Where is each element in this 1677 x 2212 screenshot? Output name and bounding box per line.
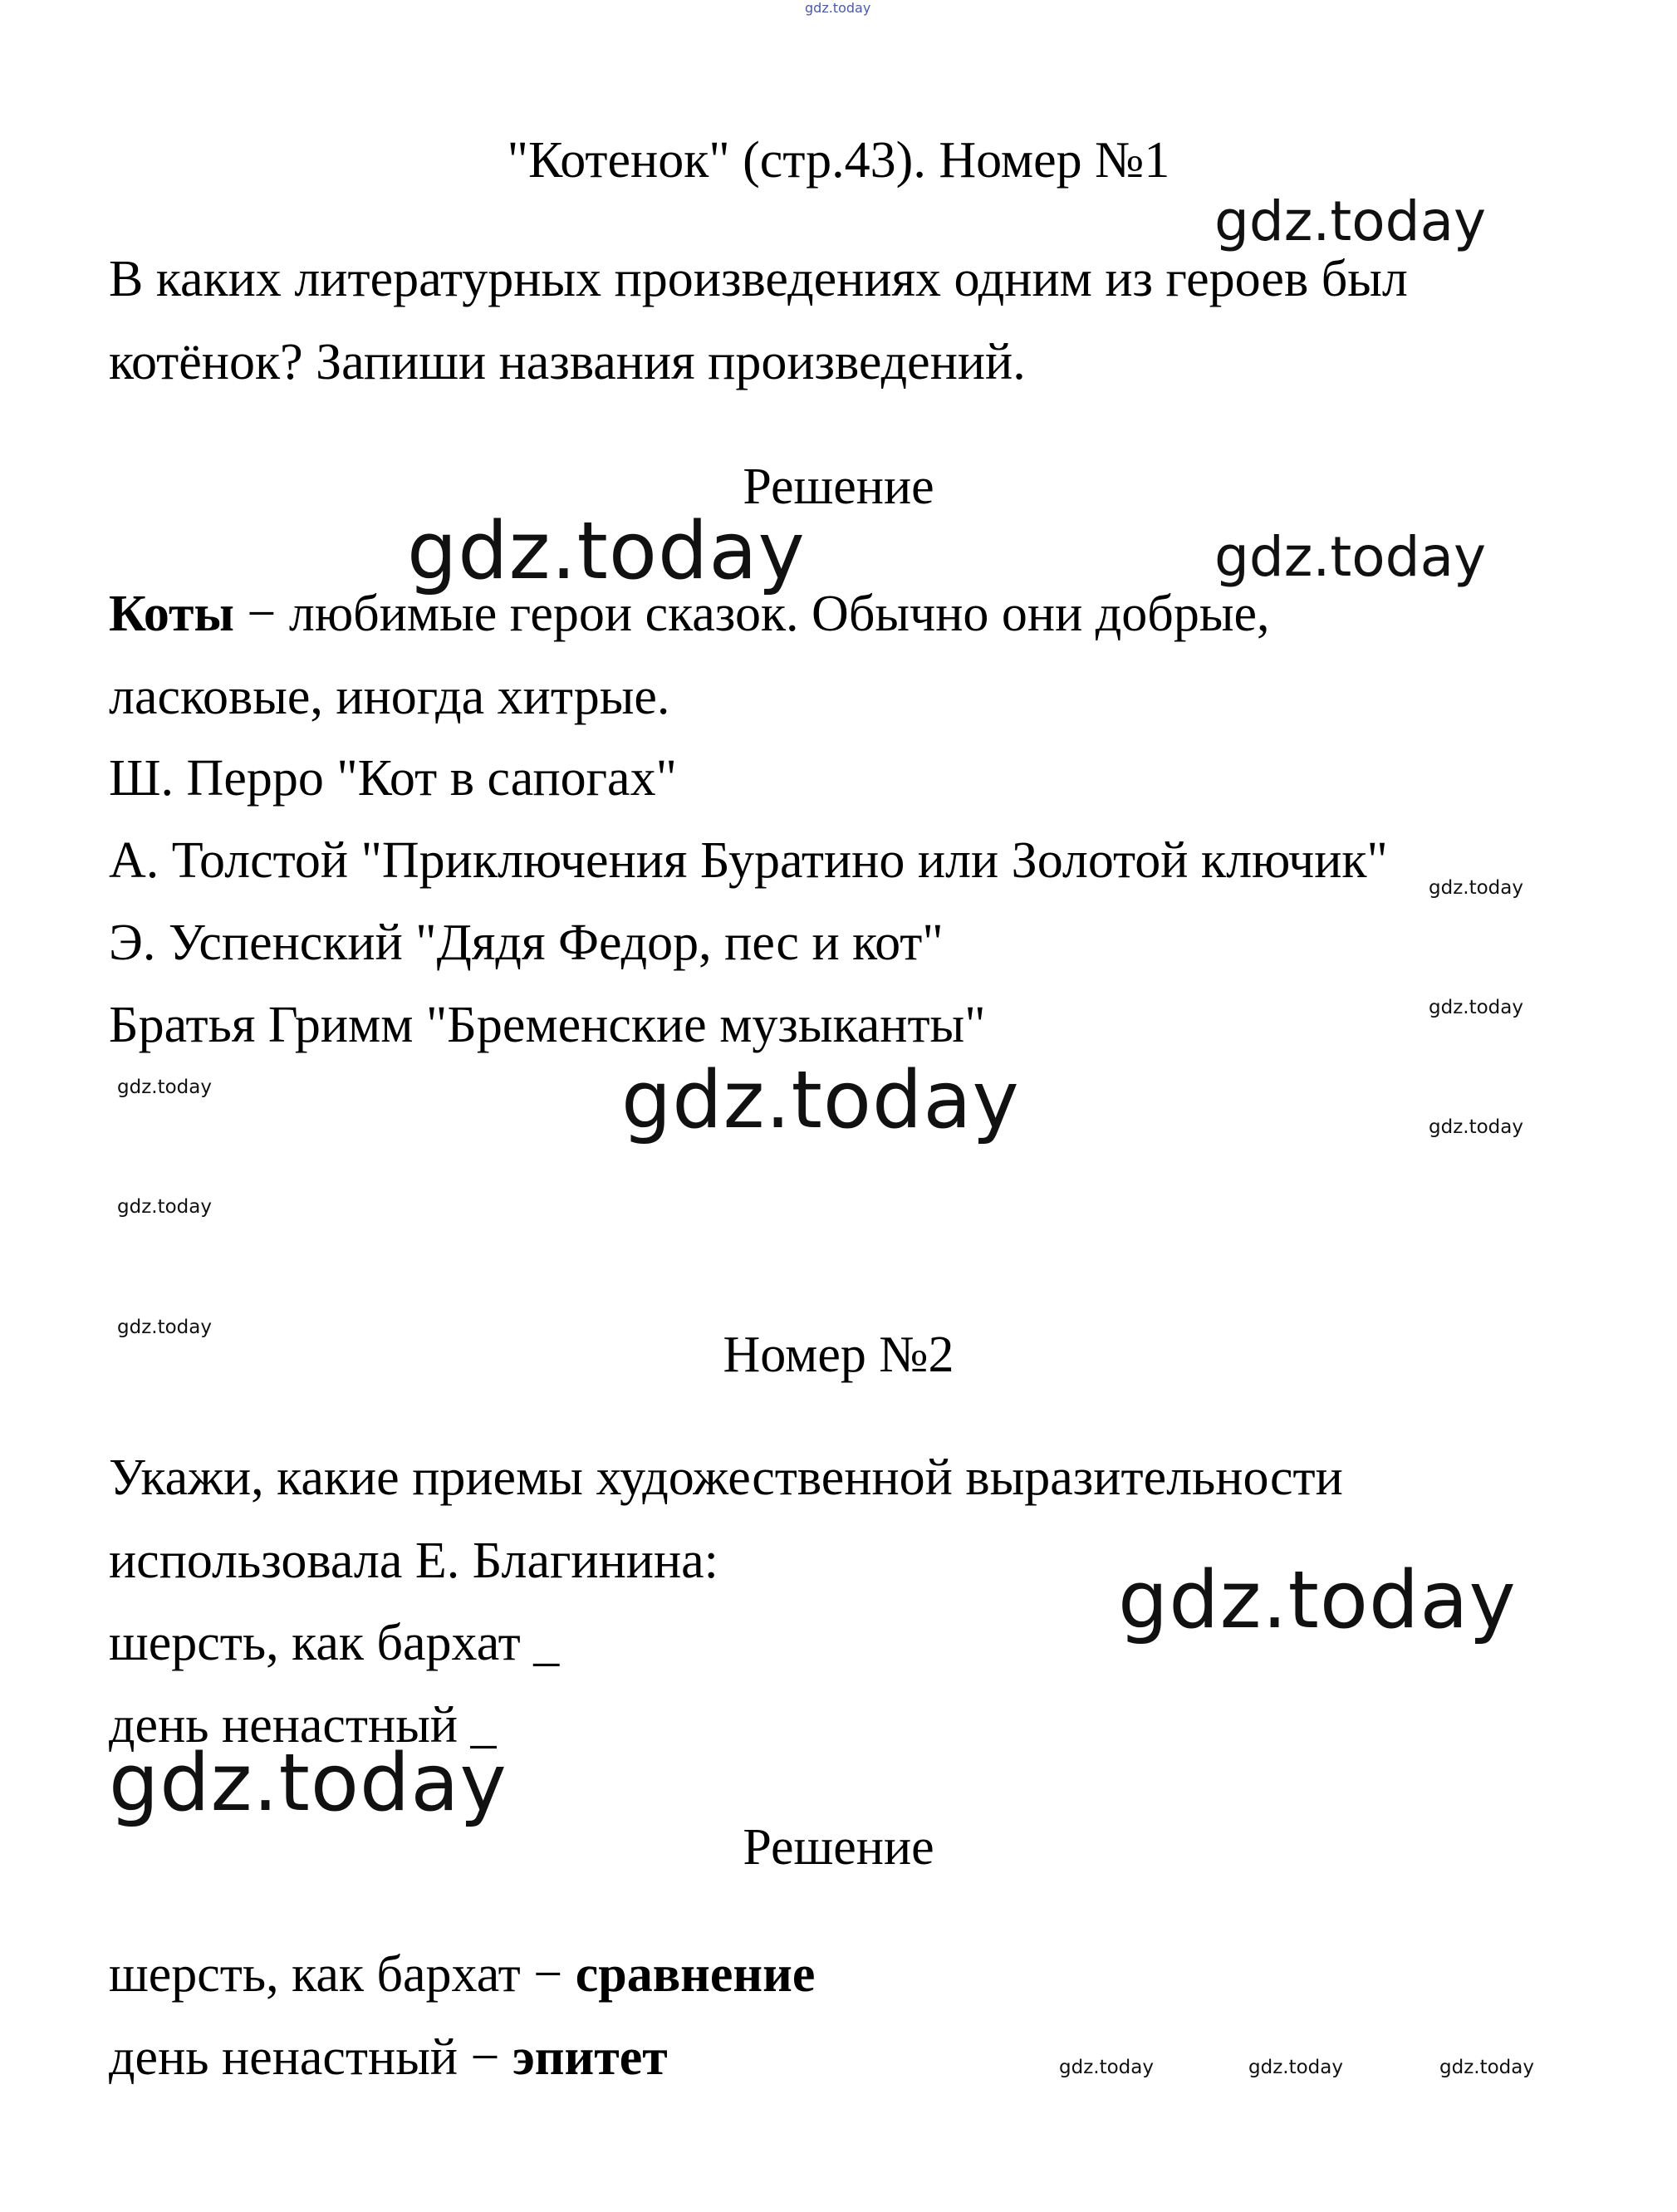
answer-device-2: эпитет xyxy=(512,2029,668,2086)
watermark-top: gdz.today xyxy=(805,0,871,16)
watermark: gdz.today xyxy=(1118,1555,1517,1646)
watermark: gdz.today xyxy=(117,1196,212,1218)
watermark: gdz.today xyxy=(1429,1116,1523,1138)
answer-bold-word: Коты xyxy=(109,586,234,642)
task1-question-line-1: В каких литературных произведениях одним из героев был xyxy=(109,251,1408,307)
watermark: gdz.today xyxy=(621,1055,1020,1146)
watermark: gdz.today xyxy=(1429,877,1523,899)
work-item-2: А. Толстой "Приключения Буратино или Золотой ключик" xyxy=(109,832,1388,889)
watermark: gdz.today xyxy=(117,1317,212,1338)
task2-title: Номер №2 xyxy=(723,1327,954,1383)
task1-title: "Котенок" (стр.43). Номер №1 xyxy=(507,132,1170,189)
work-item-1: Ш. Перро "Кот в сапогах" xyxy=(109,750,677,807)
watermark: gdz.today xyxy=(1214,525,1487,589)
watermark: gdz.today xyxy=(1439,2057,1534,2078)
task1-question-line-2: котёнок? Запиши названия произведений. xyxy=(109,334,1026,390)
task2-answer-line-2 xyxy=(109,2029,668,2086)
task1-solution-heading: Решение xyxy=(743,459,934,515)
task2-question-line-2: использовала Е. Благинина: xyxy=(109,1533,718,1589)
work-item-3: Э. Успенский "Дядя Федор, пес и кот" xyxy=(109,915,944,971)
task2-question-line-1: Укажи, какие приемы художественной выразительности xyxy=(109,1449,1343,1506)
task2-question-line-3: шерсть, как бархат _ xyxy=(109,1615,560,1671)
task2-question-line-4: день ненастный _ xyxy=(109,1697,497,1753)
watermark: gdz.today xyxy=(1429,997,1523,1018)
watermark: gdz.today xyxy=(1059,2057,1154,2078)
answer-phrase-1: шерсть, как бархат − xyxy=(109,1946,576,2003)
watermark: gdz.today xyxy=(117,1077,212,1098)
watermark: gdz.today xyxy=(1214,189,1487,253)
task2-answer-line-1 xyxy=(109,1946,816,2003)
watermark: gdz.today xyxy=(1248,2057,1343,2078)
task2-solution-heading: Решение xyxy=(743,1819,934,1876)
task1-answer-line-2: ласковые, иногда хитрые. xyxy=(109,669,670,725)
answer-phrase-2: день ненастный − xyxy=(109,2029,513,2086)
work-item-4: Братья Гримм "Бременские музыканты" xyxy=(109,997,986,1053)
watermark: gdz.today xyxy=(109,1738,508,1829)
watermark: gdz.today xyxy=(407,506,806,597)
answer-device-1: сравнение xyxy=(575,1946,816,2003)
answer-line-1-rest: − любимые герои сказок. Обычно они добрые, xyxy=(233,586,1270,642)
